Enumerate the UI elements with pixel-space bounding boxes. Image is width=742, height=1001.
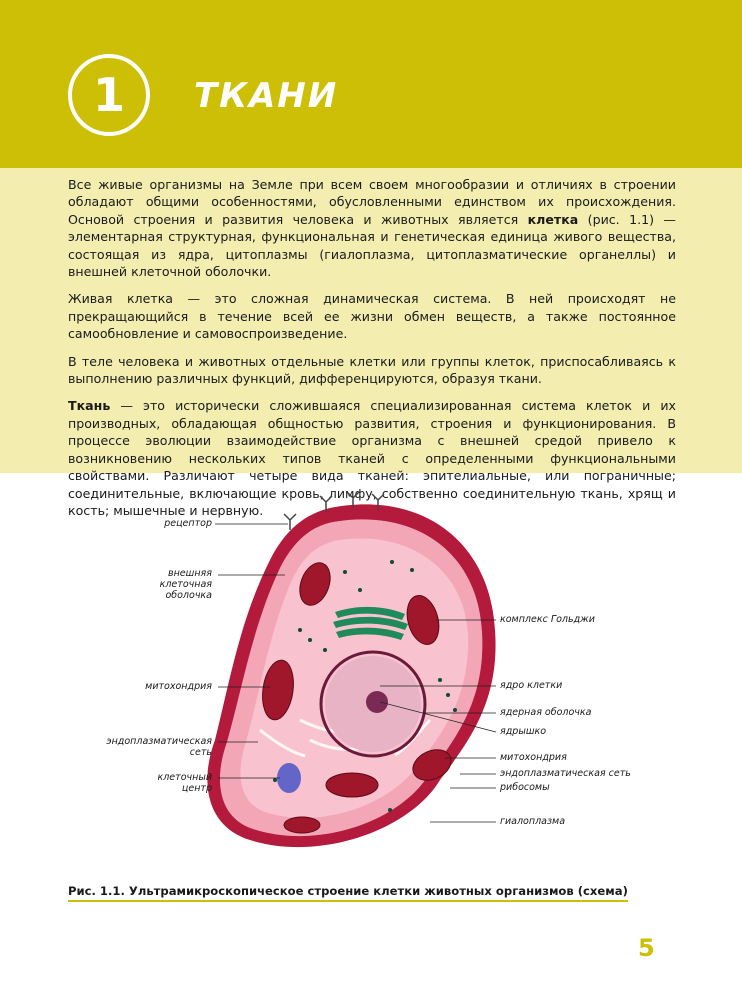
cell-figure (0, 480, 742, 880)
chapter-number: 1 (92, 68, 125, 122)
chapter-title: ТКАНИ (194, 76, 339, 116)
label-mitochondria-right: митохондрия (500, 752, 567, 763)
centrosome-shape (277, 763, 301, 793)
label-membrane: внешняя клеточная оболочка (159, 568, 212, 601)
label-nuclear-envelope: ядерная оболочка (500, 707, 592, 718)
body-text (68, 176, 676, 529)
label-nucleus: ядро клетки (500, 680, 563, 691)
paragraph-3: В теле человека и животных отдельные клетки или группы клеток, приспосабливаясь к выполнению различных функций, дифференцируются, образуя ткани. (68, 353, 676, 387)
label-mitochondria-left: митохондрия (145, 681, 212, 692)
label-nucleolus: ядрышко (500, 726, 547, 737)
paragraph-2: Живая клетка — это сложная динамическая система. В ней происходят не прекращающийся в течение всей ее жизни обмен веществ, а также постоянное самообновление и самовоспроизведение. (68, 291, 676, 342)
label-er-left: эндоплазматическая сеть (106, 736, 212, 758)
figure-caption: Рис. 1.1. Ультрамикроскопическое строение клетки животных организмов (схема) (68, 884, 628, 902)
label-centrosome: клеточный центр (157, 772, 212, 794)
paragraph-1: Все живые организмы на Земле при всем своем многообразии и отличиях в строении обладают общими особенностями, обусловленными единством их происхождения. Основой строения и развития человека и животных является клетка (рис. 1.1) — элементарная структурная, функциональная и генетическая единица живого вещества, состоящая из ядра, цитоплазмы (гиалоплазма, цитоплазматические органеллы) и внешней клеточной оболочки. (68, 177, 676, 280)
label-hyaloplasm: гиалоплазма (500, 816, 566, 827)
cell-illustration (0, 480, 742, 880)
label-er-right: эндоплазматическая сеть (500, 768, 631, 779)
page-number: 5 (638, 934, 655, 962)
paragraph-4: Ткань — это исторически сложившаяся специализированная система клеток и их производных, обладающая общностью развития, строения и функционирования. В процессе эволюции взаимодействие организма с внешней средой привело к возникновению нескольких типов тканей с определенными функциональными свойствами. Различают четыре вида тканей: эпителиальные, или пограничные; соединительные, включающие кровь, лимфу, собственно соединительную ткань, хрящ и кость; мышечные и нервную. (68, 398, 676, 518)
label-golgi: комплекс Гольджи (500, 614, 595, 625)
label-ribosomes: рибосомы (500, 782, 550, 793)
chapter-number-badge (68, 54, 150, 136)
chapter-header (0, 0, 742, 168)
nucleolus-shape (366, 691, 388, 713)
label-receptor: рецептор (164, 518, 212, 529)
